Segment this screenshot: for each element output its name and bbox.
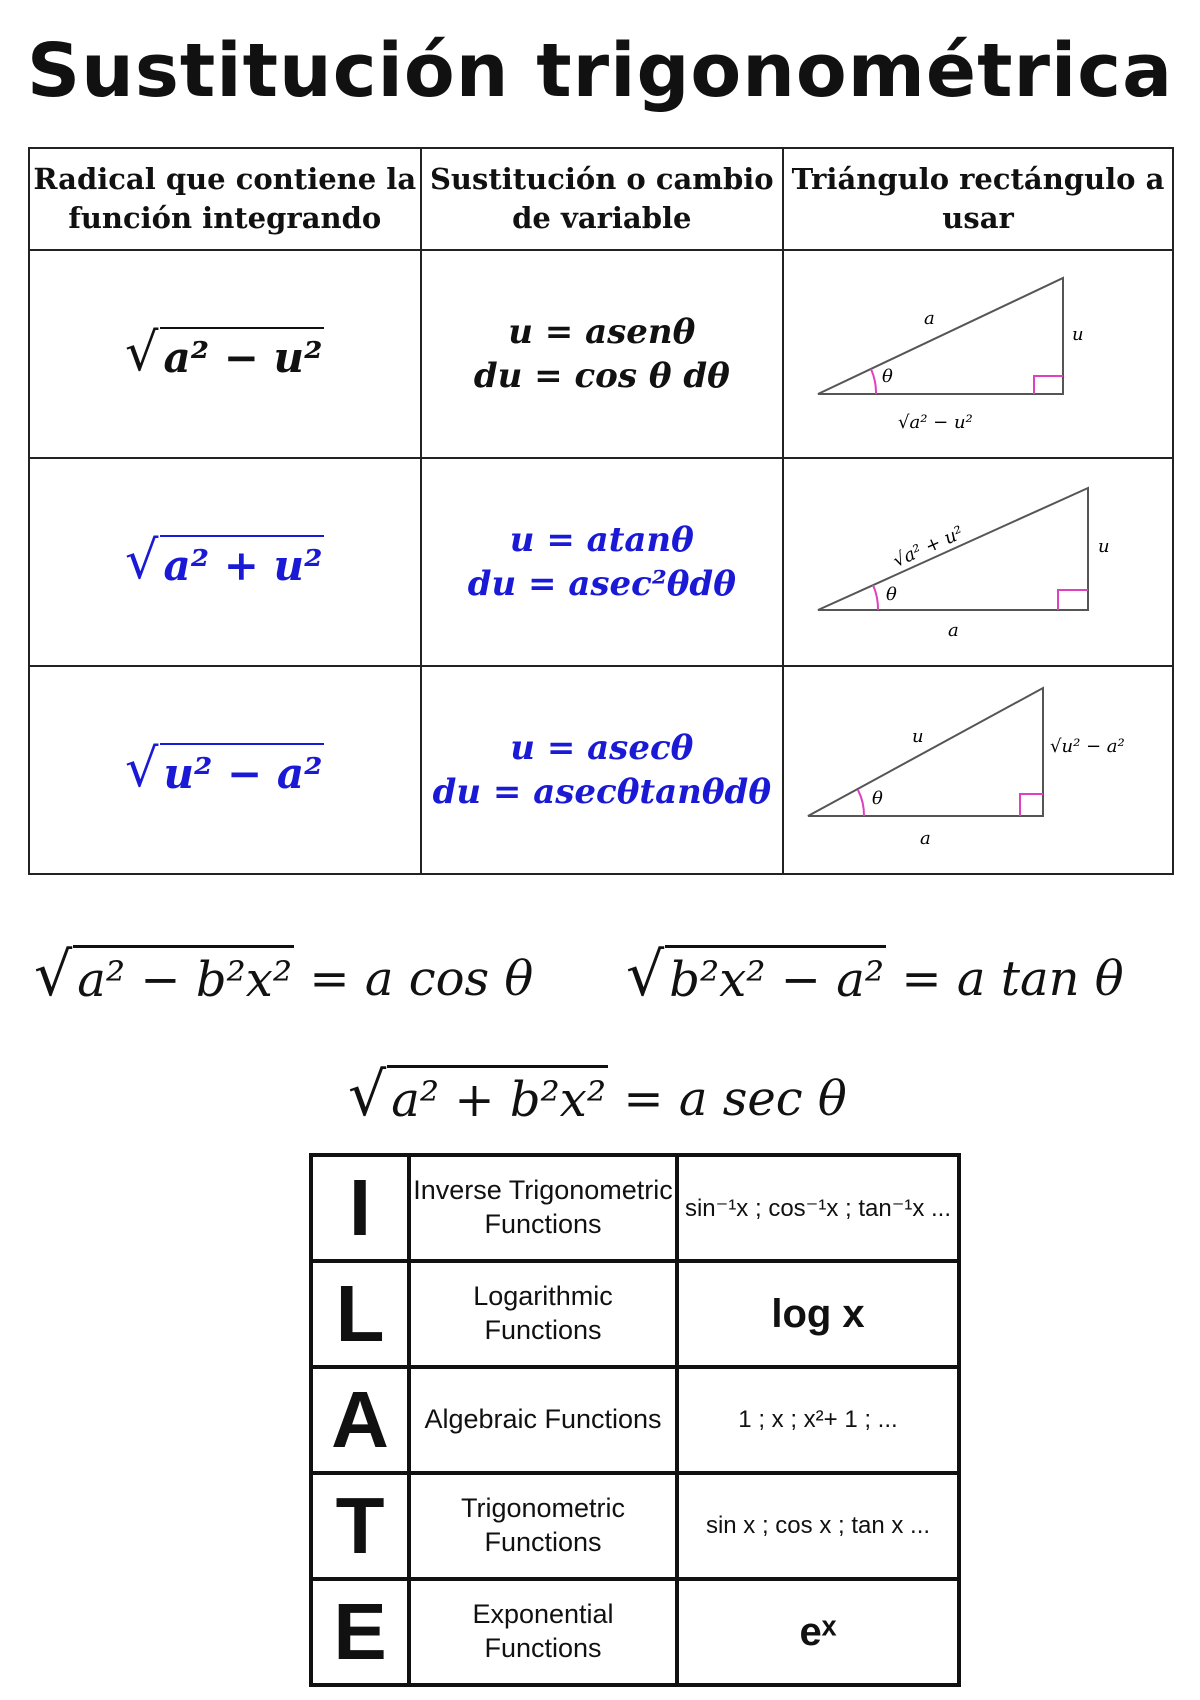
substitution-u: u = atanθ (509, 519, 694, 560)
hypotenuse-label: u (912, 726, 924, 747)
triangle-cell (783, 458, 1173, 666)
ilate-description: Algebraic Functions (409, 1367, 677, 1473)
ilate-example: eˣ (677, 1579, 959, 1685)
angle-label: θ (872, 788, 883, 809)
formula-a-cos: √ a² − b²x² = a cos θ (34, 940, 534, 1010)
formula-radical: b²x² − a² (665, 945, 886, 1008)
table-row (29, 666, 1173, 874)
substitution-du: du = cos θ dθ (473, 356, 730, 396)
radical-expression: √ a² + u² (125, 529, 323, 591)
substitution-u: u = asecθ (510, 727, 694, 768)
ilate-example: 1 ; x ; x²+ 1 ; ... (677, 1367, 959, 1473)
angle-arc (871, 369, 876, 394)
angle-arc (858, 790, 864, 816)
ilate-description: Logarithmic Functions (409, 1261, 677, 1367)
triangle-shape (808, 688, 1043, 816)
radical-expression: √ a² − u² (125, 321, 323, 383)
substitution-table (28, 147, 1174, 875)
header-substitution: Sustitución o cambio de variable (421, 148, 784, 250)
table-row (29, 458, 1173, 666)
angle-label: θ (886, 584, 897, 605)
formula-a-sec: √ a² + b²x² = a sec θ (348, 1060, 847, 1130)
formula-radical: a² − b²x² (73, 945, 294, 1008)
formula-result: = a tan θ (886, 951, 1124, 1007)
substitution-u: u = asenθ (508, 311, 696, 352)
right-triangle-diagram (788, 460, 1168, 660)
right-angle-marker (1058, 590, 1088, 610)
angle-label: θ (882, 366, 893, 387)
ilate-row (311, 1473, 959, 1579)
ilate-letter: A (311, 1367, 409, 1473)
triangle-shape (818, 278, 1063, 394)
hypotenuse-label: a (924, 308, 935, 329)
ilate-row (311, 1261, 959, 1367)
table-row (29, 250, 1173, 458)
ilate-letter: T (311, 1473, 409, 1579)
ilate-example: sin x ; cos x ; tan x ... (677, 1473, 959, 1579)
angle-arc (873, 585, 878, 610)
triangle-shape (818, 488, 1088, 610)
substitution-du: du = asec²θdθ (467, 564, 736, 604)
radical-expression: √ u² − a² (125, 737, 323, 799)
substitution-cell (421, 458, 784, 666)
page-title: Sustitución trigonométrica (26, 28, 1174, 114)
formula-radical: a² + b²x² (387, 1065, 608, 1128)
radical-cell (29, 250, 421, 458)
ilate-example: log x (677, 1261, 959, 1367)
opposite-label: u (1072, 324, 1084, 345)
opposite-label: √u² − a² (1050, 736, 1125, 757)
triangle-cell (783, 666, 1173, 874)
ilate-description: Trigonometric Functions (409, 1473, 677, 1579)
formula-result: = a cos θ (294, 951, 534, 1007)
right-angle-marker (1020, 794, 1043, 816)
adjacent-label: a (920, 828, 931, 849)
ilate-row (311, 1155, 959, 1261)
triangle-cell (783, 250, 1173, 458)
radical-cell (29, 458, 421, 666)
adjacent-label: a (948, 620, 959, 641)
header-triangle: Triángulo rectángulo a usar (783, 148, 1173, 250)
ilate-table (309, 1153, 961, 1687)
formula-a-tan: √ b²x² − a² = a tan θ (626, 940, 1124, 1010)
ilate-letter: L (311, 1261, 409, 1367)
substitution-cell (421, 250, 784, 458)
substitution-du: du = asecθtanθdθ (432, 772, 772, 812)
adjacent-label: √a² − u² (898, 412, 973, 433)
right-angle-marker (1034, 376, 1063, 394)
formula-result: = a sec θ (608, 1071, 847, 1127)
ilate-description: Exponential Functions (409, 1579, 677, 1685)
hypotenuse-label: √a² + u² (889, 522, 967, 572)
substitution-cell (421, 666, 784, 874)
opposite-label: u (1098, 536, 1110, 557)
ilate-row (311, 1367, 959, 1473)
header-radical: Radical que contiene la función integrando (29, 148, 421, 250)
radical-cell (29, 666, 421, 874)
ilate-letter: E (311, 1579, 409, 1685)
ilate-example: sin⁻¹x ; cos⁻¹x ; tan⁻¹x ... (677, 1155, 959, 1261)
ilate-description: Inverse Trigonometric Functions (409, 1155, 677, 1261)
header-row (29, 148, 1173, 250)
right-triangle-diagram (788, 668, 1168, 868)
right-triangle-diagram (788, 252, 1168, 452)
ilate-letter: I (311, 1155, 409, 1261)
ilate-row (311, 1579, 959, 1685)
